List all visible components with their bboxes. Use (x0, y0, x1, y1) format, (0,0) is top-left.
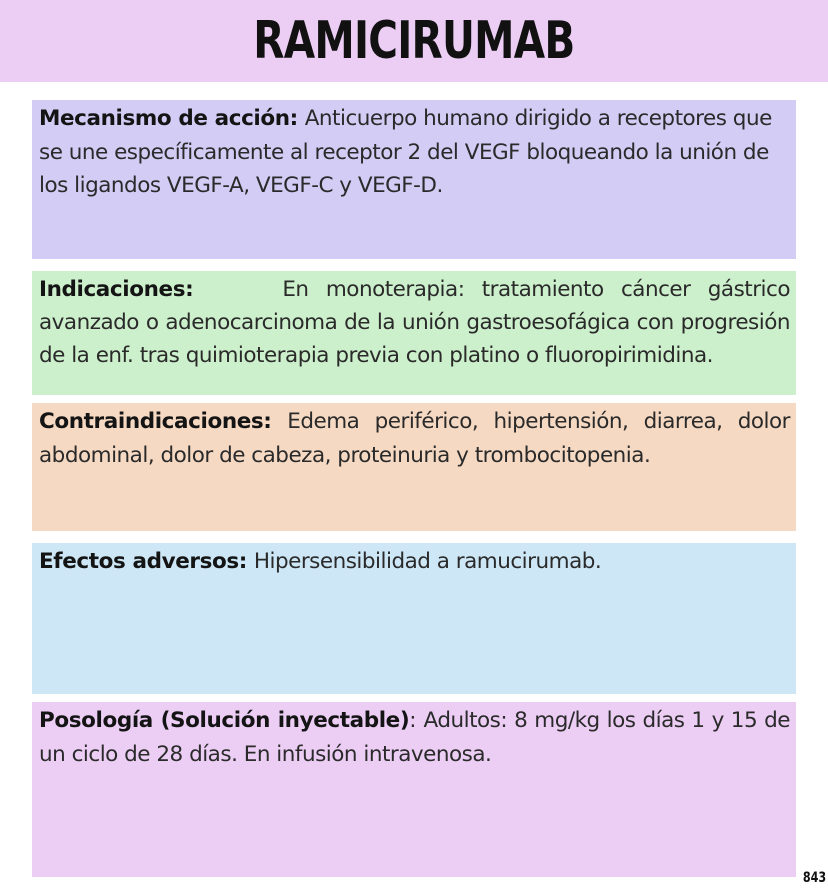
section-text-mecanismo: Anticuerpo humano dirigido a receptores que se une específicamente al receptor 2 del VEGF bloqueando la unión de los ligandos VEGF-A, VEGF-C y VEGF-D. (39, 106, 772, 198)
section-separator-posologia: : (409, 708, 417, 733)
section-label-indicaciones: Indicaciones: (39, 277, 194, 302)
section-efectos-adversos (32, 543, 796, 694)
section-label-contraindicaciones: Contraindicaciones: (39, 409, 272, 434)
section-text-indicaciones: En monoterapia: tratamiento cáncer gástrico avanzado o adenocarcinoma de la unión gastroesofágica con progresión de la enf. tras quimioterapia previa con platino o fluoropirimidina. (39, 277, 791, 368)
section-text-posologia: Adultos: 8 mg/kg los días 1 y 15 de un ciclo de 28 días. En infusión intravenosa. (39, 708, 790, 767)
section-label-mecanismo: Mecanismo de acción: (39, 106, 298, 131)
page-number: 843 (802, 870, 826, 886)
section-text-efectos: Hipersensibilidad a ramucirumab. (253, 549, 602, 574)
section-posologia (32, 702, 796, 877)
section-label-posologia: Posología (Solución inyectable) (39, 708, 410, 733)
section-contraindicaciones (32, 403, 796, 531)
page-title: RAMICIRUMAB (253, 11, 575, 71)
section-label-efectos: Efectos adversos: (39, 549, 247, 574)
section-mecanismo (32, 100, 796, 259)
section-indicaciones (32, 271, 796, 395)
section-text-contraindicaciones: Edema periférico, hipertensión, diarrea, dolor abdominal, dolor de cabeza, proteinuria y trombocitopenia. (39, 409, 790, 468)
title-banner (0, 0, 828, 82)
